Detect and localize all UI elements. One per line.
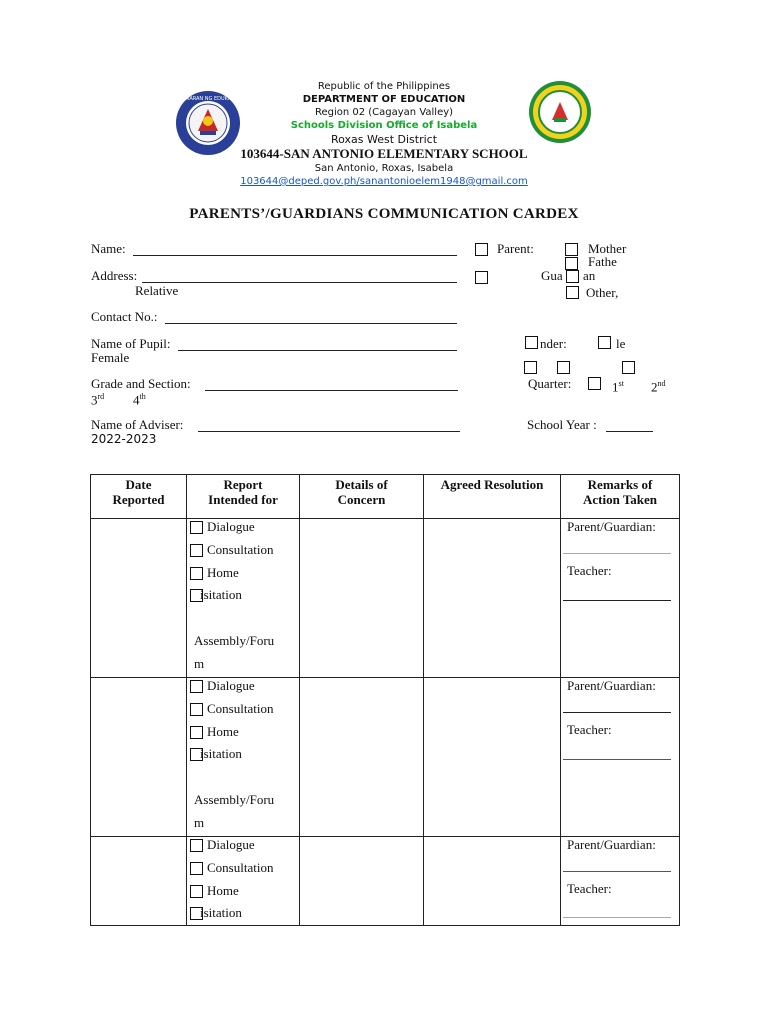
col-agreed-resolution: Agreed Resolution <box>424 475 561 519</box>
header-email-link[interactable]: 103644@deped.gov.ph/sanantonioelem1948@gmail.com <box>240 176 528 187</box>
guardian-checkbox[interactable] <box>475 271 488 284</box>
visitation-label: isitation <box>200 746 242 761</box>
consultation-label: Consultation <box>207 860 274 875</box>
school-year-label: School Year : <box>527 417 597 432</box>
header-school-name: 103644-SAN ANTONIO ELEMENTARY SCHOOL <box>240 146 528 161</box>
grade-label: Grade and Section: <box>91 376 191 391</box>
parent-checkbox[interactable] <box>475 243 488 256</box>
gender-label: nder: <box>540 336 567 351</box>
quarter-1st: 1st <box>612 379 624 395</box>
address-line[interactable] <box>142 282 457 283</box>
quarter-label: Quarter: <box>528 376 572 391</box>
report-options-cell <box>187 837 300 926</box>
name-label: Name: <box>91 241 126 256</box>
parent-label: Parent: <box>497 241 534 256</box>
consultation-label: Consultation <box>207 542 274 557</box>
remarks-teacher-line[interactable] <box>563 759 671 760</box>
other-label: Other, <box>586 285 619 300</box>
consultation-label: Consultation <box>207 701 274 716</box>
dialogue-checkbox[interactable] <box>190 521 203 534</box>
school-year-line[interactable] <box>606 431 653 432</box>
pupil-label: Name of Pupil: <box>91 336 171 351</box>
table-header-row <box>91 475 680 519</box>
remarks-teacher-line[interactable] <box>563 917 671 918</box>
name-line[interactable] <box>133 255 457 256</box>
col-report-intended: Report Intended for <box>187 475 300 519</box>
consultation-checkbox[interactable] <box>190 703 203 716</box>
communication-table <box>90 474 680 926</box>
assembly-label-cont: m <box>194 815 205 830</box>
dialogue-checkbox[interactable] <box>190 680 203 693</box>
dialogue-label: Dialogue <box>207 519 255 534</box>
remarks-parent-line[interactable] <box>563 871 671 872</box>
quarter-3rd: 3rd <box>91 392 105 408</box>
guardian-label-b: an <box>583 268 596 283</box>
header-republic: Republic of the Philippines <box>317 81 451 92</box>
header-address: San Antonio, Roxas, Isabela <box>314 163 454 174</box>
other-checkbox[interactable] <box>566 286 579 299</box>
remarks-teacher-label: Teacher: <box>567 881 612 896</box>
col-remarks: Remarks of Action Taken <box>561 475 680 519</box>
header-department: DEPARTMENT OF EDUCATION <box>302 94 466 105</box>
visitation-label: isitation <box>200 587 242 602</box>
mother-label: Mother <box>588 241 627 256</box>
address-label: Address: <box>91 268 138 283</box>
table-row <box>91 678 680 837</box>
home-label: Home <box>207 883 239 898</box>
remarks-parent-line[interactable] <box>563 553 671 554</box>
home-visitation-checkbox[interactable] <box>190 567 203 580</box>
remarks-cell <box>561 519 680 678</box>
header-district: Roxas West District <box>330 133 438 146</box>
contact-label: Contact No.: <box>91 309 158 324</box>
remarks-cell <box>561 678 680 837</box>
remarks-parent-label: Parent/Guardian: <box>567 837 656 852</box>
resolution-cell[interactable] <box>424 837 561 926</box>
relative-label: Relative <box>135 283 179 298</box>
remarks-parent-line[interactable] <box>563 712 671 713</box>
quarter-4th: 4th <box>133 392 146 408</box>
father-checkbox[interactable] <box>565 257 578 270</box>
resolution-cell[interactable] <box>424 678 561 837</box>
resolution-cell[interactable] <box>424 519 561 678</box>
relative-checkbox[interactable] <box>566 270 579 283</box>
home-label: Home <box>207 565 239 580</box>
adviser-label: Name of Adviser: <box>91 417 184 432</box>
visitation-label: isitation <box>200 905 242 920</box>
header-division: Schools Division Office of Isabela <box>290 120 478 131</box>
assembly-label: Assembly/Foru <box>194 633 275 648</box>
assembly-label: Assembly/Foru <box>194 792 275 807</box>
male-label: le <box>616 336 626 351</box>
table-row <box>91 519 680 678</box>
grade-line[interactable] <box>205 390 458 391</box>
remarks-cell <box>561 837 680 926</box>
col-date-reported: Date Reported <box>91 475 187 519</box>
svg-text:KAGAWARAN NG EDUKASYON: KAGAWARAN NG EDUKASYON <box>171 96 245 102</box>
assembly-label-cont: m <box>194 656 205 671</box>
remarks-teacher-line[interactable] <box>563 600 671 601</box>
remarks-parent-label: Parent/Guardian: <box>567 678 656 693</box>
home-visitation-checkbox[interactable] <box>190 885 203 898</box>
date-cell[interactable] <box>91 519 187 678</box>
home-visitation-checkbox[interactable] <box>190 726 203 739</box>
pupil-line[interactable] <box>178 350 457 351</box>
quarter-3-checkbox[interactable] <box>622 361 635 374</box>
remarks-teacher-label: Teacher: <box>567 563 612 578</box>
table-row <box>91 837 680 926</box>
female-label: Female <box>91 350 130 365</box>
details-cell[interactable] <box>300 519 424 678</box>
col-details-of-concern: Details of Concern <box>300 475 424 519</box>
dialogue-checkbox[interactable] <box>190 839 203 852</box>
home-label: Home <box>207 724 239 739</box>
guardian-label-a: Gua <box>541 268 563 283</box>
remarks-teacher-label: Teacher: <box>567 722 612 737</box>
quarter-2-checkbox[interactable] <box>557 361 570 374</box>
male-checkbox[interactable] <box>598 336 611 349</box>
page-title: PARENTS’/GUARDIANS COMMUNICATION CARDEX <box>189 206 579 222</box>
dialogue-label: Dialogue <box>207 678 255 693</box>
details-cell[interactable] <box>300 837 424 926</box>
adviser-line[interactable] <box>198 431 460 432</box>
details-cell[interactable] <box>300 678 424 837</box>
gender-checkbox[interactable] <box>525 336 538 349</box>
date-cell[interactable] <box>91 837 187 926</box>
school-year-value: 2022-2023 <box>91 432 157 446</box>
consultation-checkbox[interactable] <box>190 544 203 557</box>
quarter-4-checkbox[interactable] <box>588 377 601 390</box>
father-label: Fathe <box>588 254 617 269</box>
date-cell[interactable] <box>91 678 187 837</box>
dialogue-label: Dialogue <box>207 837 255 852</box>
mother-checkbox[interactable] <box>565 243 578 256</box>
contact-line[interactable] <box>165 323 457 324</box>
quarter-1-checkbox[interactable] <box>524 361 537 374</box>
quarter-2nd: 2nd <box>651 379 666 395</box>
report-options-cell <box>187 678 300 837</box>
report-options-cell <box>187 519 300 678</box>
consultation-checkbox[interactable] <box>190 862 203 875</box>
remarks-parent-label: Parent/Guardian: <box>567 519 656 534</box>
header-region: Region 02 (Cagayan Valley) <box>314 107 454 118</box>
